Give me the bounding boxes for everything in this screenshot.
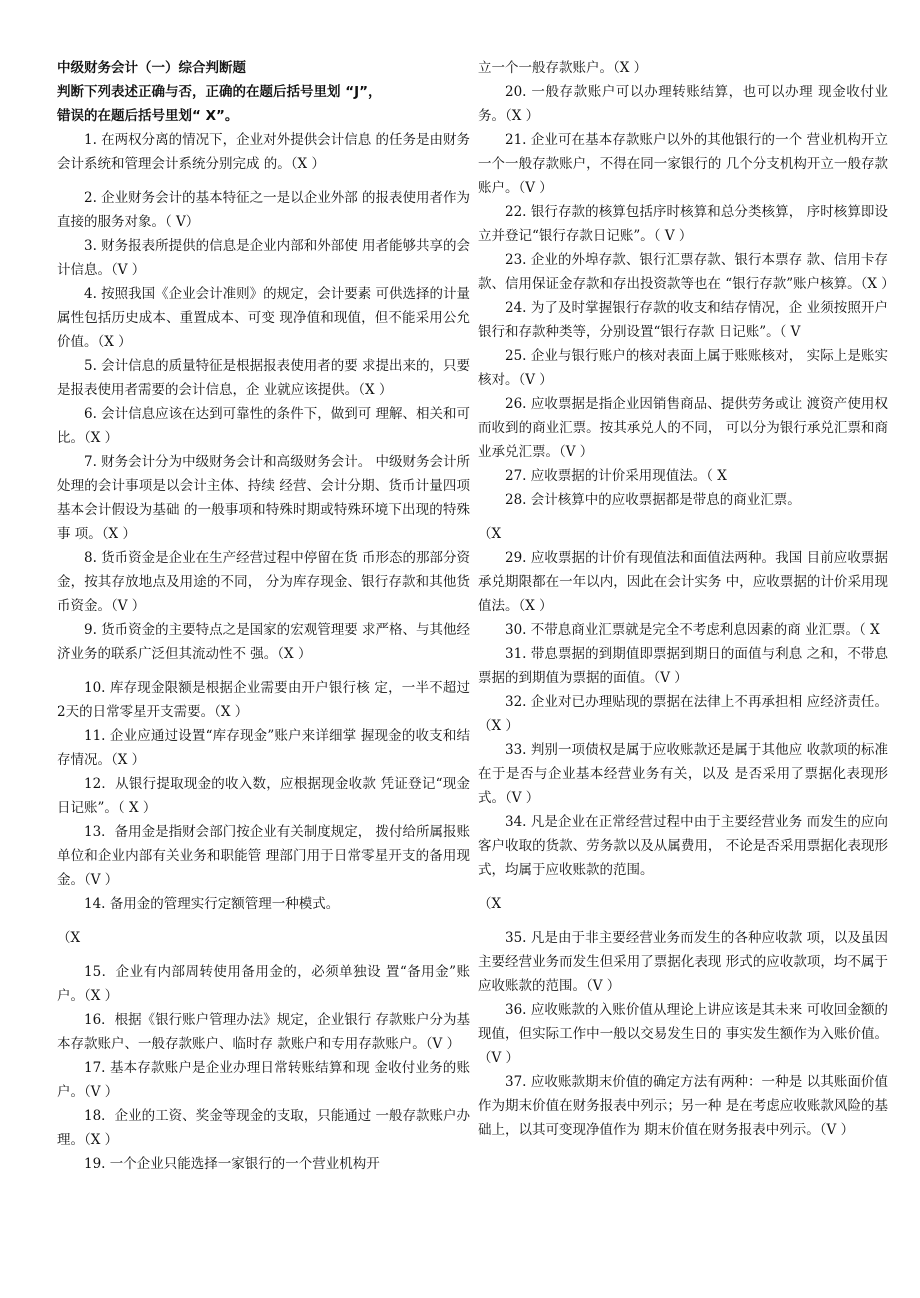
question-27: 27. 应收票据的计价采用现值法。（ X <box>505 468 727 484</box>
instruction-line-1: 判断下列表述正确与否，正确的在题后括号里划 “J”， <box>57 84 382 100</box>
question-7: 7. 财务会计分为中级财务会计和高级财务会计。 中级财务会计所处理的会计事项是以会计主体、持续 经营、会计分期、货币计量四项基本会计假设为基础 的一般事项和特殊时期或特殊环境下出现的特殊事 项。（X ） <box>57 454 470 542</box>
question-32: 32. 企业对已办理贴现的票据在法律上不再承担相 应经济责任。（X ） <box>478 694 888 734</box>
question-35: 35. 凡是由于非主要经营业务而发生的各种应收款 项，以及虽因主要经营业务而发生但采用了票据化表现 形式的应收款项，均不属于应收账款的范围。（V ） <box>478 930 888 994</box>
question-23: 23. 企业的外埠存款、银行汇票存款、银行本票存 款、信用卡存款、信用保证金存款和存出投资款等也在 “银行存款”账户核算。（X ） <box>478 252 895 292</box>
question-11: 11. 企业应通过设置“库存现金”账户来详细掌 握现金的收支和结存情况。（X ） <box>57 728 470 768</box>
question-29: 29. 应收票据的计价有现值法和面值法两种。我国 目前应收票据承兑期限都在一年以内，因此在会计实务 中，应收票据的计价采用现值法。（X ） <box>478 550 888 614</box>
question-2: 2. 企业财务会计的基本特征之一是以企业外部 的报表使用者作为直接的服务对象。（ V） <box>57 190 470 230</box>
question-12: 12．从银行提取现金的收入数，应根据现金收款 凭证登记“现金日记账”。（ X ） <box>57 776 470 816</box>
document-title: 中级财务会计（一）综合判断题 <box>57 60 246 76</box>
question-20: 20. 一般存款账户可以办理转账结算，也可以办理 现金收付业务。（X ） <box>478 84 888 124</box>
question-31: 31. 带息票据的到期值即票据到期日的面值与利息 之和，不带息票据的到期值为票据的面值。（V ） <box>478 646 888 686</box>
right-column <box>478 56 895 1142</box>
question-36: 36. 应收账款的入账价值从理论上讲应该是其未来 可收回金额的现值，但实际工作中一般以交易发生日的 事实发生额作为入账价值。（V ） <box>478 1002 888 1066</box>
question-30: 30. 不带息商业汇票就是完全不考虑利息因素的商 业汇票。（ X <box>505 622 880 638</box>
question-13: 13．备用金是指财会部门按企业有关制度规定， 拨付给所属报账单位和企业内部有关业务和职能管 理部门用于日常零星开支的备用现金。（V ） <box>57 824 470 888</box>
question-6: 6. 会计信息应该在达到可靠性的条件下，做到可 理解、相关和可比。（X ） <box>57 406 470 446</box>
question-15: 15．企业有内部周转使用备用金的，必须单独设 置“备用金”账户。（X ） <box>57 964 470 1004</box>
question-19: 19. 一个企业只能选择一家银行的一个营业机构开 <box>84 1156 380 1172</box>
question-8: 8. 货币资金是企业在生产经营过程中停留在货 币形态的那部分资金，按其存放地点及用途的不同， 分为库存现金、银行存款和其他货币资金。（V ） <box>57 550 470 614</box>
question-16: 16．根据《银行账户管理办法》规定，企业银行 存款账户分为基本存款账户、一般存款账户、临时存 款账户和专用存款账户。（V ） <box>57 1012 470 1052</box>
question-10: 10. 库存现金限额是根据企业需要由开户银行核 定，一半不超过2天的日常零星开支需要。（X ） <box>57 680 470 720</box>
question-14: 14. 备用金的管理实行定额管理一种模式。 <box>84 896 340 912</box>
question-25: 25. 企业与银行账户的核对表面上属于账账核对， 实际上是账实核对。（V ） <box>478 348 888 388</box>
question-5: 5. 会计信息的质量特征是根据报表使用者的要 求提出来的，只要是报表使用者需要的会计信息，企 业就应该提供。（X ） <box>57 358 470 398</box>
question-37: 37. 应收账款期末价值的确定方法有两种：一种是 以其账面价值作为期末价值在财务报表中列示；另一种 是在考虑应收账款风险的基础上，以其可变现净值作为 期末价值在财务报表中列示。（V ） <box>478 1074 888 1138</box>
question-17: 17. 基本存款账户是企业办理日常转账结算和现 金收付业务的账户。（V ） <box>57 1060 470 1100</box>
question-4: 4. 按照我国《企业会计准则》的规定，会计要素 可供选择的计量属性包括历史成本、重置成本、可变 现净值和现值，但不能采用公允价值。（X ） <box>57 286 470 350</box>
question-9: 9. 货币资金的主要特点之是国家的宏观管理要 求严格、与其他经济业务的联系广泛但其流动性不 强。（X ） <box>57 622 470 662</box>
instruction-line-2: 错误的在题后括号里划“ X”。 <box>57 108 239 124</box>
left-column <box>57 56 470 1176</box>
question-1: 1. 在两权分离的情况下，企业对外提供会计信息 的任务是由财务会计系统和管理会计系统分别完成 的。（X ） <box>57 132 470 172</box>
question-19-continued: 立一个一般存款账户。（X ） <box>478 60 648 76</box>
question-21: 21. 企业可在基本存款账户以外的其他银行的一个 营业机构开立一个一般存款账户，不得在同一家银行的 几个分支机构开立一般存款账户。（V ） <box>478 132 888 196</box>
question-34: 34. 凡是企业在正常经营过程中由于主要经营业务 而发生的应向客户收取的货款、劳务款以及从属费用， 不论是否采用票据化表现形式，均属于应收账款的范围。 <box>478 814 888 878</box>
question-18: 18．企业的工资、奖金等现金的支取，只能通过 一般存款账户办理。（X ） <box>57 1108 470 1148</box>
question-28: 28. 会计核算中的应收票据都是带息的商业汇票。 <box>505 492 801 508</box>
question-28-answer: （X <box>478 526 502 542</box>
question-34-answer: （X <box>478 896 502 912</box>
question-26: 26. 应收票据是指企业因销售商品、提供劳务或让 渡资产使用权而收到的商业汇票。按其承兑人的不同， 可以分为银行承兑汇票和商业承兑汇票。（V ） <box>478 396 888 460</box>
question-33: 33. 判别一项债权是属于应收账款还是属于其他应 收款项的标准在于是否与企业基本经营业务有关，以及 是否采用了票据化表现形式。（V ） <box>478 742 888 806</box>
question-14-answer: （X <box>57 930 81 946</box>
question-24: 24. 为了及时掌握银行存款的收支和结存情况，企 业须按照开户银行和存款种类等，分别设置“银行存款 日记账”。（ V <box>478 300 888 340</box>
question-3: 3. 财务报表所提供的信息是企业内部和外部使 用者能够共享的会计信息。（V ） <box>57 238 470 278</box>
question-22: 22. 银行存款的核算包括序时核算和总分类核算， 序时核算即设立并登记“银行存款日记账”。（ V ） <box>478 204 888 244</box>
